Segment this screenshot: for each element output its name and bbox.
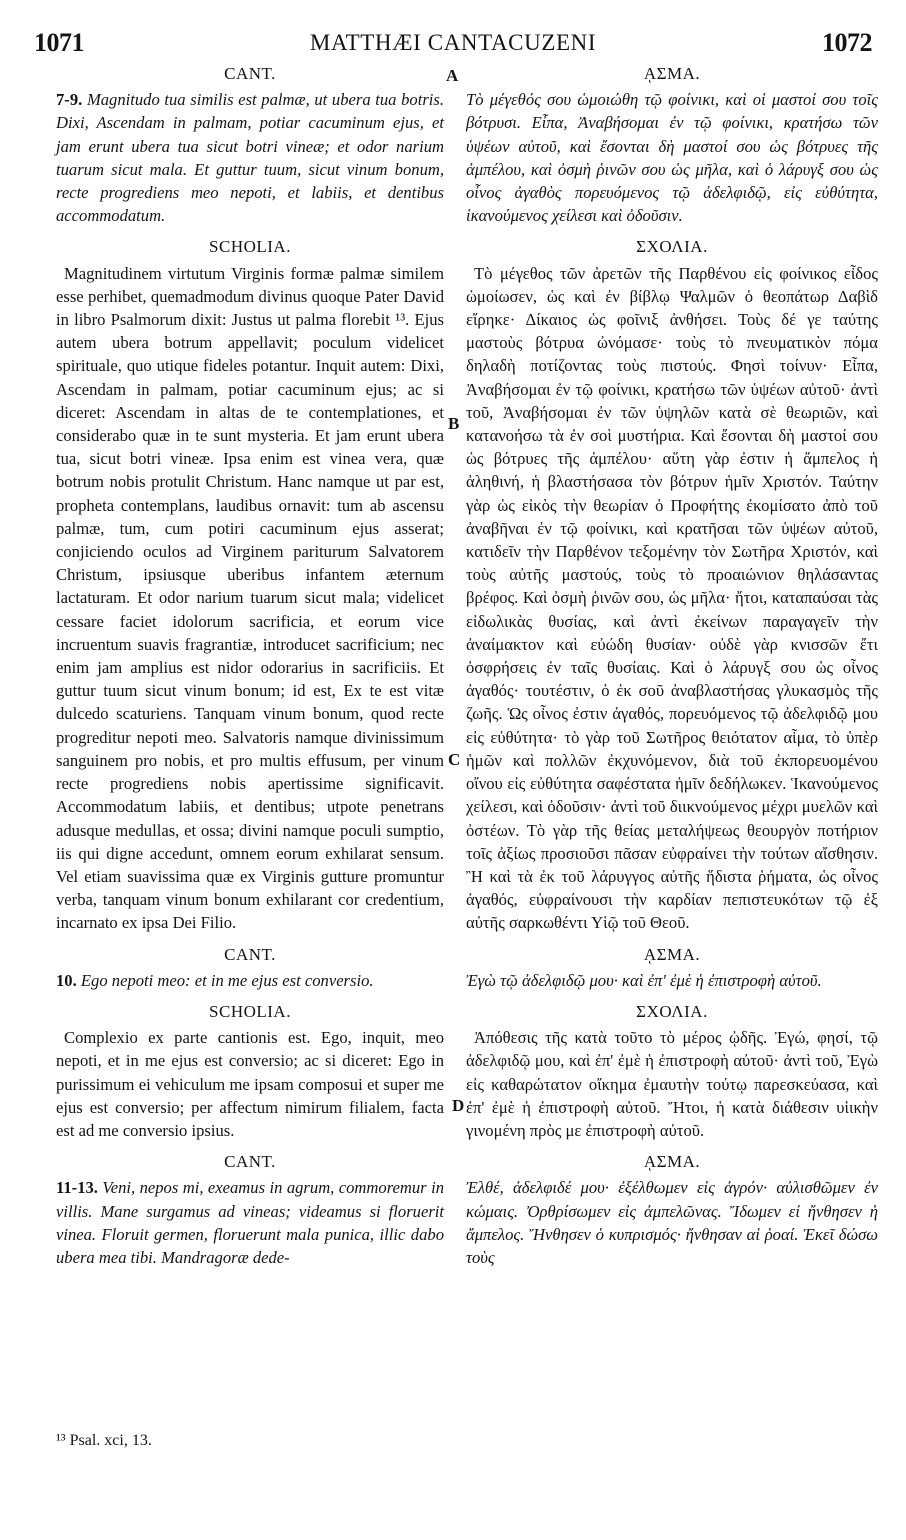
verse-number: 7-9.	[56, 90, 83, 110]
latin-scholia-text: Magnitudinem virtutum Virginis formæ palmæ similem esse perhibet, quemadmodum divinus quoque Pater David in libro Psalmorum dixit: Justus ut palma florebit ¹³. Ejus autem ubera botrum appellavit; poculum videlicet spirituale, quo utique fideles potantur. Inquit autem: Dixi, Ascendam in palmam, potiar cacuminum ejus; ac si diceret: Ascendam in altas de te contemplationes, et considerabo quæ in te sunt mysteria. Et jam erunt ubera tua, sicut botri vineæ. Ipsa enim est vinea vera, quæ botrum nobis protulit Christum. Hanc namque ut par est, propheta contemplans, laudibus ornavit: tum ab ascensu palmæ, tum, cum potiri cacuminum ejus asserat; conjiciendo oculos ad Virginem pariturum Salvatorem Christum, ipsiusque uberibus infantem æternum lactaturam. Et odor narium tuarum sicut mala; videlicet cessare faciet idolorum sacrificia, et eorum vice incruentum suavis fragrantiæ, introducet sacrificium; nec enim jam amplius est nidor odorarius in sacrificiis. Et guttur tuum sicut vinum bonum; id est, Ex te est vitæ dulcedo scaturiens. Tanquam vinum bonum, quod recte progreditur nepoti meo. Salvatoris namque divinissimum sanguinem pro nobis, et pro multis effusum, per vinum recte progrediens nobis apertissime significavit. Accommodatum labiis, et dentibus; utpote penetrans adusque medullas, et ossa; divini namque poculi sumptio, iis qui digne accedunt, omnem eorum exhilarat sensum. Vel etiam suavissima quæ ex Virginis gutture promuntur verba, tanquam vinum bonum exhilarant cor credentium, incarnato ex ipsa Dei Filio.	[56, 263, 444, 933]
running-title: MATTHÆI CANTACUZENI	[309, 30, 597, 55]
scholia-heading: SCHOLIA.	[209, 237, 291, 257]
greek-verse: Τὸ μέγεθός σου ὡμοιώθη τῷ φοίνικι, καὶ οἱ μαστοί σου τοῖς βότρυσι. Εἶπα, Ἀναβήσομαι ἐν τῷ φοίνικι, κρατήσω τῶν ὑψέων αὐτοῦ, καὶ ἔσονται δὴ μαστοί σου ὡς βότρυες τῆς ἀμπέλου, καὶ ὀσμὴ ῥινῶν σου ὡς μῆλα, καὶ ὁ λάρυγξ σου ὡς οἶνος ἀγαθὸς πορευόμενος τῷ ἀδελφιδῷ, εἰς εὐθύτητα, ἱκανούμενος χείλεσι καὶ ὀδοῦσιν.	[466, 90, 878, 226]
margin-marker-b: B	[448, 414, 460, 433]
footnote: ¹³ Psal. xci, 13.	[56, 1432, 152, 1449]
page-header	[34, 28, 872, 64]
margin-marker-c: C	[448, 750, 461, 769]
cant-heading: CANT.	[224, 64, 276, 83]
scholia-heading: SCHOLIA.	[209, 1001, 291, 1021]
scholia-heading-greek: ΣΧΟΛΙΑ.	[636, 1001, 708, 1021]
margin-marker-a: A	[446, 66, 459, 85]
greek-column	[466, 62, 878, 1269]
page-number-right: 1072	[822, 28, 872, 57]
scholia-heading-greek: ΣΧΟΛΙΑ.	[636, 237, 708, 257]
latin-verse	[56, 969, 444, 992]
verse-text: Ego nepoti meo: et in me ejus est conversio.	[80, 970, 374, 990]
verse-text: Veni, nepos mi, exeamus in agrum, commoremur in villis. Mane surgamus ad vineas; videamus si floruerit vinea. Floruit germen, floruerunt mala punica, illic dabo ubera mea tibi. Mandragoræ dede-	[56, 1178, 444, 1267]
cant-heading: CANT.	[224, 1152, 276, 1172]
latin-column	[56, 62, 444, 1269]
verse-number: 10.	[56, 970, 77, 990]
greek-verse: Ἐγὼ τῷ ἀδελφιδῷ μου· καὶ ἐπ' ἐμὲ ἡ ἐπιστροφὴ αὐτοῦ.	[466, 970, 822, 990]
asma-heading: ᾼΣΜΑ.	[643, 944, 701, 964]
cant-heading: CANT.	[224, 944, 276, 964]
latin-verse	[56, 88, 444, 227]
margin-marker-d: D	[452, 1096, 465, 1115]
asma-heading: ᾼΣΜΑ.	[643, 64, 701, 83]
latin-verse	[56, 1176, 444, 1269]
page-number-left: 1071	[34, 28, 84, 57]
greek-scholia-text: Ἀπόθεσις τῆς κατὰ τοῦτο τὸ μέρος ᾠδῆς. Ἐγώ, φησί, τῷ ἀδελφιδῷ μου, καὶ ἐπ' ἐμὲ ἡ ἐπιστροφὴ αὐτοῦ· ἀντὶ τοῦ, Ἐγὼ εἰς καθαρώτατον οἴκημα ἐμαυτὴν τούτῳ παρεσκεύασα, καὶ ἐπ' ἐμὲ ἡ ἐπιστροφὴ αὐτοῦ. Ἤτοι, ἡ κατὰ διάθεσιν υἱικὴν γινομένη πρὸς με ἐπιστροφὴ αὐτοῦ.	[466, 1028, 878, 1140]
greek-verse: Ἐλθέ, ἀδελφιδέ μου· ἐξέλθωμεν εἰς ἀγρόν· αὐλισθῶμεν ἐν κώμαις. Ὀρθρίσωμεν εἰς ἀμπελῶνας. Ἴδωμεν εἰ ἤνθησεν ἡ ἄμπελος. Ἤνθησεν ὁ κυπρισμός· ἤνθησαν αἱ ῥοαί. Ἐκεῖ δώσω τοὺς	[466, 1178, 878, 1267]
asma-heading: ᾼΣΜΑ.	[643, 1152, 701, 1172]
latin-scholia-text: Complexio ex parte cantionis est. Ego, inquit, meo nepoti, et in me ejus est conversio; ac si diceret: Ego in purissimum ei vehiculum me ipsam composui et super me ejus est conversio; per affectum nimirum filialem, facta est ad me conversio ipsius.	[56, 1028, 444, 1140]
greek-scholia-text: Τὸ μέγεθος τῶν ἀρετῶν τῆς Παρθένου εἰς φοίνικος εἶδος ὡμοίωσεν, ὡς καὶ ἐν βίβλῳ Ψαλμῶν ὁ θεοπάτωρ Δαβὶδ εἴρηκε· Δίκαιος ὡς φοῖνιξ ἀνθήσει. Τοὺς δέ γε ταύτης μαστοὺς βότρυα ὠνόμασε· τοὺς τὸ πνευματικὸν πόμα δηλαδὴ ποτίζοντας τοὺς πιστούς. Φησὶ τοίνυν· Εἶπα, Ἀναβήσομαι ἐν τῷ φοίνικι, κρατήσω τῶν ὑψέων αὐτοῦ· ἀντὶ τοῦ, Ἀναβήσομαι ἐν τῶν ὑψηλῶν κατὰ σὲ θεωριῶν, καὶ κατανοήσω τὰ ἐν σοὶ μυστήρια. Καὶ ἔσονται δὴ μαστοί σου ὡς βότρυες τῆς ἀμπέλου· αὕτη γὰρ ἐστιν ἡ ἄμπελος ἡ ἀληθινή, ἡ βλαστήσασα τὸν βότρυν ἡμῖν Χριστόν. Ταύτην γὰρ ὡς εἰκὸς τὴν θεωρίαν ὁ Προφήτης ἐκομίσατο ἀπὸ τοῦ ἀναβῆναι ἐν τῷ φοίνικι, καὶ κρατῆσαι τῶν ὑψέων αὐτοῦ, κατιδεῖν τὴν Παρθένον τεξομένην τὸν Σωτῆρα Χριστόν, καὶ τοὺς αὐτῆς μαστούς, τοὺς τὸ προαιώνιον θηλάσαντας βρέφος. Καὶ ὀσμὴ ῥινῶν σου, ὡς μῆλα· ἤτοι, καταπαύσαι τὰς εἰδωλικὰς θυσίας, καὶ ἀντὶ ἐκείνων παραγαγεῖν τὴν ἀναίμακτον καὶ εὐώδη θυσίαν· οὐδὲ γὰρ κνισσῶν ἔτι ὀσφρήσεις ἐν ταῖς θυσίαις. Καὶ ὁ λάρυγξ σου ὡς οἶνος ἀγαθός· τουτέστιν, ὁ ἐκ σοῦ ἀναβλαστήσας γλυκασμὸς τῆς ζωῆς. Ὡς οἶνος ἐστιν ἀγαθός, πορευόμενος τῷ ἀδελφιδῷ μου εἰς εὐθύτητα· τὸ γὰρ τοῦ Σωτῆρος θειότατον αἷμα, τὸ ὑπὲρ ἡμῶν καὶ πολλῶν ἐκχυνόμενον, διὰ τοῦ ἐκπορευομένου οἴνου εἰς εὐθύτητα σαφέστατα ἡμῖν δεδήλωκεν. Ἱκανούμενος χείλεσι, καὶ ὀδοῦσιν· ἀντὶ τοῦ διικνούμενος μέχρι μυελῶν καὶ ὀστέων. Τὸ γὰρ τῆς θείας μεταλήψεως θεουργὸν ποτήριον τοῖς ἀξίως προσιοῦσι πᾶσαν εὐφραίνει τὴν τούτων αἴσθησιν. Ἢ καὶ τὰ ἐκ τοῦ λάρυγγος αὐτῆς ἥδιστα ῥήματα, ὡς οἶνος ἀγαθός, εὐφραίνουσι τὴν καρδίαν πεπιστευκότων τῷ ἐξ αὐτῆς σαρκωθέντι Υἱῷ τοῦ Θεοῦ.	[466, 263, 878, 933]
verse-text: Magnitudo tua similis est palmæ, ut ubera tua botris. Dixi, Ascendam in palmam, potiar cacuminum ejus, et jam erunt ubera tua sicut botri vineæ; et odor narium tuarum sicut mala. Et guttur tuum, sicut vinum bonum, recte progrediens meo nepoti, et labiis, et dentibus accommodatum.	[56, 90, 444, 226]
verse-number: 11-13.	[56, 1178, 98, 1198]
